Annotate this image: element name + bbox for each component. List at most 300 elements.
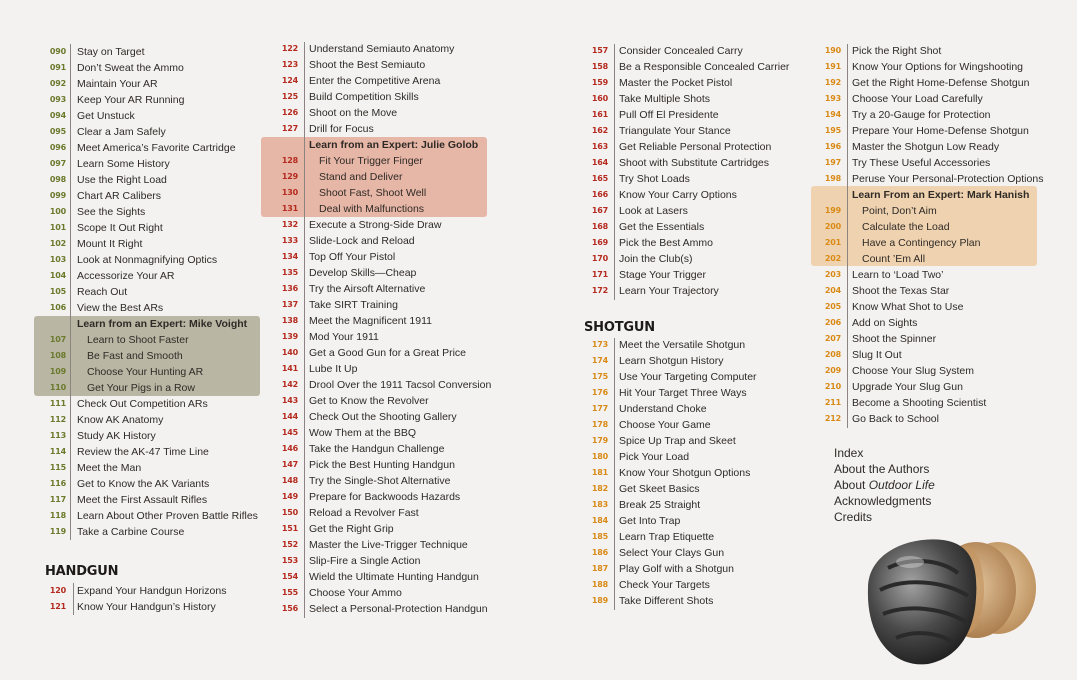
toc-entry-title: Pick Your Load	[619, 451, 690, 463]
toc-entry-number: 122	[281, 44, 298, 53]
toc-entry-title: Try the Single-Shot Alternative	[309, 475, 451, 487]
toc-entry-title: Know Your Shotgun Options	[619, 467, 751, 479]
toc-entry-title: Know Your Carry Options	[619, 189, 737, 201]
toc-entry[interactable]	[587, 251, 693, 267]
toc-entry-number: 170	[591, 254, 608, 263]
toc-entry-title: Prepare Your Home-Defense Shotgun	[852, 125, 1029, 137]
toc-entry[interactable]	[587, 235, 713, 251]
toc-entry-number: 104	[49, 271, 66, 280]
toc-entry-number: 146	[281, 444, 298, 453]
toc-entry-number: 191	[824, 62, 841, 71]
toc-entry-number: 113	[49, 431, 66, 440]
toc-entry-number: 142	[281, 380, 298, 389]
toc-entry-number: 205	[824, 302, 841, 311]
toc-entry-number: 160	[591, 94, 608, 103]
toc-entry-title: See the Sights	[77, 206, 146, 218]
toc-entry-number: 141	[281, 364, 298, 373]
toc-entry-title: Meet the Versatile Shotgun	[619, 339, 746, 351]
toc-entry-number: 148	[281, 476, 298, 485]
toc-entry-number: 123	[281, 60, 298, 69]
toc-entry-title: Point, Don’t Aim	[862, 205, 937, 217]
toc-entry-number: 204	[824, 286, 841, 295]
toc-entry-title: Learn to Shoot Faster	[87, 334, 189, 346]
toc-entry[interactable]	[587, 107, 719, 123]
toc-entry[interactable]	[587, 337, 745, 353]
toc-entry-title: Take SIRT Training	[309, 299, 398, 311]
toc-entry[interactable]	[277, 473, 450, 489]
toc-entry-title: Pick the Best Hunting Handgun	[309, 459, 455, 471]
toc-entry-title: Get Your Pigs in a Row	[87, 382, 195, 394]
toc-entry[interactable]	[45, 332, 189, 348]
toc-entry[interactable]	[277, 345, 466, 361]
toc-entry[interactable]	[277, 505, 419, 521]
toc-entry-number: 183	[591, 500, 608, 509]
toc-entry-number: 132	[281, 220, 298, 229]
toc-entry-title: Master the Shotgun Low Ready	[852, 141, 1000, 153]
toc-entry-title: Know What Shot to Use	[852, 301, 964, 313]
toc-entry-number: 152	[281, 540, 298, 549]
toc-entry-number: 203	[824, 270, 841, 279]
toc-entry[interactable]	[45, 92, 184, 108]
toc-entry[interactable]	[820, 91, 983, 107]
toc-entry[interactable]	[277, 569, 479, 585]
toc-entry[interactable]	[277, 41, 454, 57]
toc-entry[interactable]	[45, 599, 216, 615]
toc-entry-number: 115	[49, 463, 66, 472]
toc-entry[interactable]	[45, 476, 209, 492]
toc-entry-number: 162	[591, 126, 608, 135]
toc-entry-title: Triangulate Your Stance	[619, 125, 731, 137]
toc-entry[interactable]	[45, 428, 156, 444]
toc-entry[interactable]	[45, 76, 158, 92]
toc-entry[interactable]	[277, 185, 426, 201]
toc-entry[interactable]	[277, 89, 419, 105]
toc-entry-title: Reload a Revolver Fast	[309, 507, 419, 519]
toc-entry-number: 111	[49, 399, 66, 408]
toc-entry[interactable]	[45, 172, 167, 188]
toc-entry[interactable]	[820, 107, 991, 123]
toc-entry[interactable]	[277, 105, 397, 121]
about-authors-link[interactable]: About the Authors	[834, 462, 930, 476]
toc-entry-title: Get the Right Grip	[309, 523, 394, 535]
toc-entry-title: Get Into Trap	[619, 515, 681, 527]
toc-entry-title: Mount It Right	[77, 238, 143, 250]
toc-entry[interactable]	[820, 155, 990, 171]
toc-entry-title: Pick the Right Shot	[852, 45, 942, 57]
toc-entry[interactable]	[820, 331, 936, 347]
toc-entry-number: 155	[281, 588, 298, 597]
toc-entry-title: Look at Nonmagnifying Optics	[77, 254, 218, 266]
toc-entry[interactable]	[45, 156, 170, 172]
toc-entry-title: Don’t Sweat the Ammo	[77, 62, 184, 74]
toc-entry-title: Stay on Target	[77, 46, 145, 58]
toc-entry-number: 098	[49, 175, 66, 184]
toc-entry[interactable]	[277, 425, 416, 441]
toc-entry[interactable]	[587, 481, 700, 497]
toc-entry[interactable]	[277, 57, 425, 73]
toc-entry[interactable]	[820, 315, 917, 331]
toc-entry[interactable]	[277, 313, 432, 329]
expert-heading-text: Learn from an Expert: Mike Voight	[77, 318, 248, 330]
toc-entry-title: Use Your Targeting Computer	[619, 371, 757, 383]
toc-entry-title: Break 25 Straight	[619, 499, 701, 511]
toc-entry-number: 186	[591, 548, 608, 557]
toc-entry-number: 117	[49, 495, 66, 504]
toc-entry[interactable]	[45, 236, 142, 252]
toc-entry[interactable]	[45, 524, 184, 540]
toc-entry-title: Choose Your Ammo	[309, 587, 402, 599]
toc-entry-number: 105	[49, 287, 66, 296]
toc-entry-number: 210	[824, 382, 841, 391]
toc-entry[interactable]	[587, 267, 706, 283]
toc-expert-heading	[820, 187, 1029, 203]
toc-entry[interactable]	[820, 235, 981, 251]
toc-entry-number: 178	[591, 420, 608, 429]
toc-entry[interactable]	[820, 219, 950, 235]
toc-entry-number: 153	[281, 556, 298, 565]
toc-entry-number: 099	[49, 191, 66, 200]
toc-entry-title: Chart AR Calibers	[77, 190, 162, 202]
toc-entry-number: 165	[591, 174, 608, 183]
toc-entry[interactable]	[45, 44, 145, 60]
toc-entry[interactable]	[587, 155, 769, 171]
toc-entry-title: Choose Your Game	[619, 419, 711, 431]
toc-entry-number: 103	[49, 255, 66, 264]
toc-entry-number: 171	[591, 270, 608, 279]
toc-entry-number: 144	[281, 412, 298, 421]
toc-entry-number: 097	[49, 159, 66, 168]
toc-entry-number: 196	[824, 142, 841, 151]
toc-entry-number: 091	[49, 63, 66, 72]
toc-entry[interactable]	[277, 457, 455, 473]
toc-entry-number: 109	[49, 367, 66, 376]
toc-entry-title: Know AK Anatomy	[77, 414, 164, 426]
toc-entry-title: Check Out Competition ARs	[77, 398, 208, 410]
toc-entry[interactable]	[587, 417, 711, 433]
toc-entry[interactable]	[587, 75, 732, 91]
toc-entry-title: Shoot with Substitute Cartridges	[619, 157, 769, 169]
toc-entry-number: 202	[824, 254, 841, 263]
toc-entry-number: 101	[49, 223, 66, 232]
toc-entry[interactable]	[277, 537, 468, 553]
toc-entry-number: 145	[281, 428, 298, 437]
toc-entry-title: Check Your Targets	[619, 579, 710, 591]
toc-entry-number: 158	[591, 62, 608, 71]
toc-entry-number: 150	[281, 508, 298, 517]
toc-entry[interactable]	[45, 268, 174, 284]
about-outdoor-life-link[interactable]	[834, 477, 935, 493]
toc-entry[interactable]	[277, 121, 374, 137]
toc-entry[interactable]	[820, 299, 963, 315]
toc-entry-title: Wield the Ultimate Hunting Handgun	[309, 571, 479, 583]
toc-entry-number: 130	[281, 188, 298, 197]
toc-entry-number: 112	[49, 415, 66, 424]
toc-entry[interactable]	[45, 284, 127, 300]
toc-entry-title: Be a Responsible Concealed Carrier	[619, 61, 790, 73]
toc-entry[interactable]	[277, 601, 488, 617]
toc-entry[interactable]	[45, 412, 163, 428]
index-link[interactable]: Index	[834, 446, 864, 460]
about-prefix: About	[834, 478, 869, 492]
toc-entry[interactable]	[820, 139, 999, 155]
toc-entry[interactable]	[45, 364, 203, 380]
toc-entry-number: 192	[824, 78, 841, 87]
toc-entry-title: Pull Off El Presidente	[619, 109, 719, 121]
toc-entry[interactable]	[277, 169, 402, 185]
toc-entry[interactable]	[587, 593, 713, 609]
toc-entry-title: Top Off Your Pistol	[309, 251, 396, 263]
toc-entry[interactable]	[587, 43, 743, 59]
toc-entry[interactable]	[587, 187, 737, 203]
toc-entry[interactable]	[45, 140, 236, 156]
toc-entry[interactable]	[587, 577, 710, 593]
toc-entry[interactable]	[587, 203, 688, 219]
toc-entry-number: 206	[824, 318, 841, 327]
toc-entry-title: Get the Right Home-Defense Shotgun	[852, 77, 1030, 89]
toc-entry[interactable]	[277, 377, 491, 393]
toc-entry-title: Try These Useful Accessories	[852, 157, 991, 169]
toc-entry-title: Get Unstuck	[77, 110, 135, 122]
toc-entry-number: 126	[281, 108, 298, 117]
toc-entry-number: 182	[591, 484, 608, 493]
toc-entry-number: 201	[824, 238, 841, 247]
toc-entry[interactable]	[277, 297, 398, 313]
toc-entry-number: 199	[824, 206, 841, 215]
toc-entry[interactable]	[277, 553, 420, 569]
toc-entry[interactable]	[820, 75, 1029, 91]
toc-entry-title: Take Different Shots	[619, 595, 714, 607]
toc-entry[interactable]	[587, 545, 724, 561]
toc-entry[interactable]	[820, 363, 974, 379]
toc-entry[interactable]	[45, 583, 226, 599]
toc-entry[interactable]	[820, 123, 1029, 139]
toc-entry-title: Get to Know the Revolver	[309, 395, 429, 407]
toc-entry[interactable]	[45, 508, 258, 524]
toc-entry[interactable]	[587, 123, 731, 139]
toc-entry-number: 106	[49, 303, 66, 312]
toc-entry-title: Choose Your Load Carefully	[852, 93, 983, 105]
toc-entry-number: 198	[824, 174, 841, 183]
toc-entry-title: Have a Contingency Plan	[862, 237, 981, 249]
toc-entry[interactable]	[45, 124, 166, 140]
toc-entry-number: 156	[281, 604, 298, 613]
toc-entry[interactable]	[277, 153, 423, 169]
toc-entry[interactable]	[587, 513, 680, 529]
toc-entry-number: 100	[49, 207, 66, 216]
toc-entry[interactable]	[587, 433, 736, 449]
toc-entry[interactable]	[587, 353, 723, 369]
toc-entry-number: 174	[591, 356, 608, 365]
toc-entry-number: 149	[281, 492, 298, 501]
toc-entry-title: Drool Over the 1911 Tacsol Conversion	[309, 379, 492, 391]
toc-entry-title: Consider Concealed Carry	[619, 45, 743, 57]
credits-link[interactable]: Credits	[834, 510, 873, 524]
toc-entry[interactable]	[820, 395, 986, 411]
toc-entry[interactable]	[277, 201, 424, 217]
acknowledgments-link[interactable]: Acknowledgments	[834, 494, 932, 508]
toc-entry-title: Maintain Your AR	[77, 78, 158, 90]
toc-entry[interactable]	[820, 379, 963, 395]
toc-entry[interactable]	[277, 233, 415, 249]
toc-entry[interactable]	[45, 348, 183, 364]
toc-entry-number: 102	[49, 239, 66, 248]
toc-entry-number: 179	[591, 436, 608, 445]
toc-entry[interactable]	[587, 449, 689, 465]
toc-entry[interactable]	[45, 188, 161, 204]
toc-entry[interactable]	[277, 361, 357, 377]
toc-entry[interactable]	[45, 460, 141, 476]
toc-entry[interactable]	[277, 521, 394, 537]
toc-entry[interactable]	[587, 139, 771, 155]
toc-entry-number: 140	[281, 348, 298, 357]
toc-entry-number: 189	[591, 596, 608, 605]
toc-entry-number: 138	[281, 316, 298, 325]
toc-entry[interactable]	[45, 300, 163, 316]
toc-entry-title: Understand Semiauto Anatomy	[309, 43, 455, 55]
toc-entry[interactable]	[820, 347, 902, 363]
toc-entry[interactable]	[587, 59, 789, 75]
toc-entry-title: Select Your Clays Gun	[619, 547, 725, 559]
toc-entry[interactable]	[277, 265, 416, 281]
toc-entry[interactable]	[277, 585, 402, 601]
toc-entry-number: 209	[824, 366, 841, 375]
toc-entry-number: 094	[49, 111, 66, 120]
toc-entry[interactable]	[820, 411, 939, 427]
toc-entry-title: Take Multiple Shots	[619, 93, 711, 105]
toc-entry-title: Wow Them at the BBQ	[309, 427, 416, 439]
toc-entry[interactable]	[45, 204, 145, 220]
toc-entry[interactable]	[587, 91, 710, 107]
toc-entry-number: 131	[281, 204, 298, 213]
toc-entry-title: Meet America’s Favorite Cartridge	[77, 142, 236, 154]
toc-entry-title: Calculate the Load	[862, 221, 950, 233]
toc-entry[interactable]	[587, 529, 714, 545]
toc-entry[interactable]	[820, 203, 937, 219]
toc-entry-number: 147	[281, 460, 298, 469]
toc-entry[interactable]	[45, 108, 135, 124]
toc-entry[interactable]	[277, 329, 379, 345]
section-heading-shotgun: SHOTGUN	[584, 320, 655, 335]
toc-entry-number: 195	[824, 126, 841, 135]
toc-entry[interactable]	[277, 393, 429, 409]
toc-entry-number: 092	[49, 79, 66, 88]
toc-entry[interactable]	[277, 249, 395, 265]
toc-entry-title: Select a Personal-Protection Handgun	[309, 603, 488, 615]
toc-entry-title: Execute a Strong-Side Draw	[309, 219, 442, 231]
toc-entry[interactable]	[820, 43, 941, 59]
toc-entry[interactable]	[587, 497, 700, 513]
toc-entry[interactable]	[277, 409, 457, 425]
toc-entry[interactable]	[820, 251, 925, 267]
toc-entry-number: 190	[824, 46, 841, 55]
toc-entry-title: Stand and Deliver	[319, 171, 403, 183]
toc-entry[interactable]	[277, 281, 425, 297]
toc-entry-title: Get the Essentials	[619, 221, 705, 233]
toc-entry-number: 090	[49, 47, 66, 56]
toc-entry-title: Go Back to School	[852, 413, 939, 425]
toc-entry[interactable]	[277, 441, 444, 457]
toc-entry[interactable]	[820, 171, 1043, 187]
toc-entry-number: 180	[591, 452, 608, 461]
toc-entry[interactable]	[587, 171, 690, 187]
toc-entry-number: 128	[281, 156, 298, 165]
toc-entry-title: Slide-Lock and Reload	[309, 235, 415, 247]
toc-entry-title: Get a Good Gun for a Great Price	[309, 347, 466, 359]
toc-entry-number: 193	[824, 94, 841, 103]
toc-entry[interactable]	[45, 220, 163, 236]
toc-entry-title: Get to Know the AK Variants	[77, 478, 210, 490]
toc-entry-title: Peruse Your Personal-Protection Options	[852, 173, 1044, 185]
toc-entry-number: 176	[591, 388, 608, 397]
toc-entry-number: 136	[281, 284, 298, 293]
toc-entry[interactable]	[45, 444, 209, 460]
toc-entry-number: 200	[824, 222, 841, 231]
toc-entry-number: 197	[824, 158, 841, 167]
toc-entry[interactable]	[587, 219, 704, 235]
toc-entry-number: 135	[281, 268, 298, 277]
toc-entry[interactable]	[587, 561, 734, 577]
shotgun-slug-photo	[848, 528, 1048, 673]
toc-entry-title: Get Skeet Basics	[619, 483, 700, 495]
toc-entry-title: View the Best ARs	[77, 302, 164, 314]
toc-entry-title: Choose Your Slug System	[852, 365, 974, 377]
toc-entry[interactable]	[277, 73, 440, 89]
toc-entry[interactable]	[820, 59, 1023, 75]
toc-entry-title: Know Your Options for Wingshooting	[852, 61, 1024, 73]
toc-entry-title: Use the Right Load	[77, 174, 167, 186]
toc-entry[interactable]	[45, 492, 207, 508]
toc-entry[interactable]	[587, 465, 750, 481]
toc-entry-number: 124	[281, 76, 298, 85]
toc-entry-title: Keep Your AR Running	[77, 94, 185, 106]
toc-entry-title: Fit Your Trigger Finger	[319, 155, 423, 167]
toc-entry[interactable]	[45, 396, 208, 412]
toc-entry[interactable]	[587, 401, 707, 417]
expert-heading-text: Learn from an Expert: Julie Golob	[309, 139, 479, 151]
toc-entry-number: 143	[281, 396, 298, 405]
toc-entry[interactable]	[587, 385, 747, 401]
toc-entry-title: Take a Carbine Course	[77, 526, 185, 538]
toc-entry[interactable]	[277, 489, 460, 505]
toc-entry-title: Know Your Handgun’s History	[77, 601, 216, 613]
toc-entry-number: 108	[49, 351, 66, 360]
toc-entry[interactable]	[45, 380, 195, 396]
toc-entry-title: Master the Live-Trigger Technique	[309, 539, 468, 551]
toc-entry-number: 159	[591, 78, 608, 87]
toc-entry-number: 129	[281, 172, 298, 181]
toc-entry[interactable]	[45, 252, 217, 268]
toc-entry[interactable]	[820, 267, 943, 283]
toc-entry-number: 137	[281, 300, 298, 309]
toc-entry-title: Shoot on the Move	[309, 107, 398, 119]
toc-entry-title: Reach Out	[77, 286, 128, 298]
toc-entry-number: 119	[49, 527, 66, 536]
toc-entry[interactable]	[277, 217, 441, 233]
toc-entry[interactable]	[45, 60, 184, 76]
toc-entry-number: 177	[591, 404, 608, 413]
toc-entry-title: Study AK History	[77, 430, 156, 442]
toc-expert-heading	[277, 137, 478, 153]
toc-entry[interactable]	[587, 369, 757, 385]
toc-entry-title: Drill for Focus	[309, 123, 374, 135]
toc-entry-title: Expand Your Handgun Horizons	[77, 585, 227, 597]
toc-entry-number: 134	[281, 252, 298, 261]
toc-entry-number: 184	[591, 516, 608, 525]
toc-entry[interactable]	[587, 283, 719, 299]
toc-entry-number: 125	[281, 92, 298, 101]
toc-entry-number: 139	[281, 332, 298, 341]
toc-entry[interactable]	[820, 283, 949, 299]
